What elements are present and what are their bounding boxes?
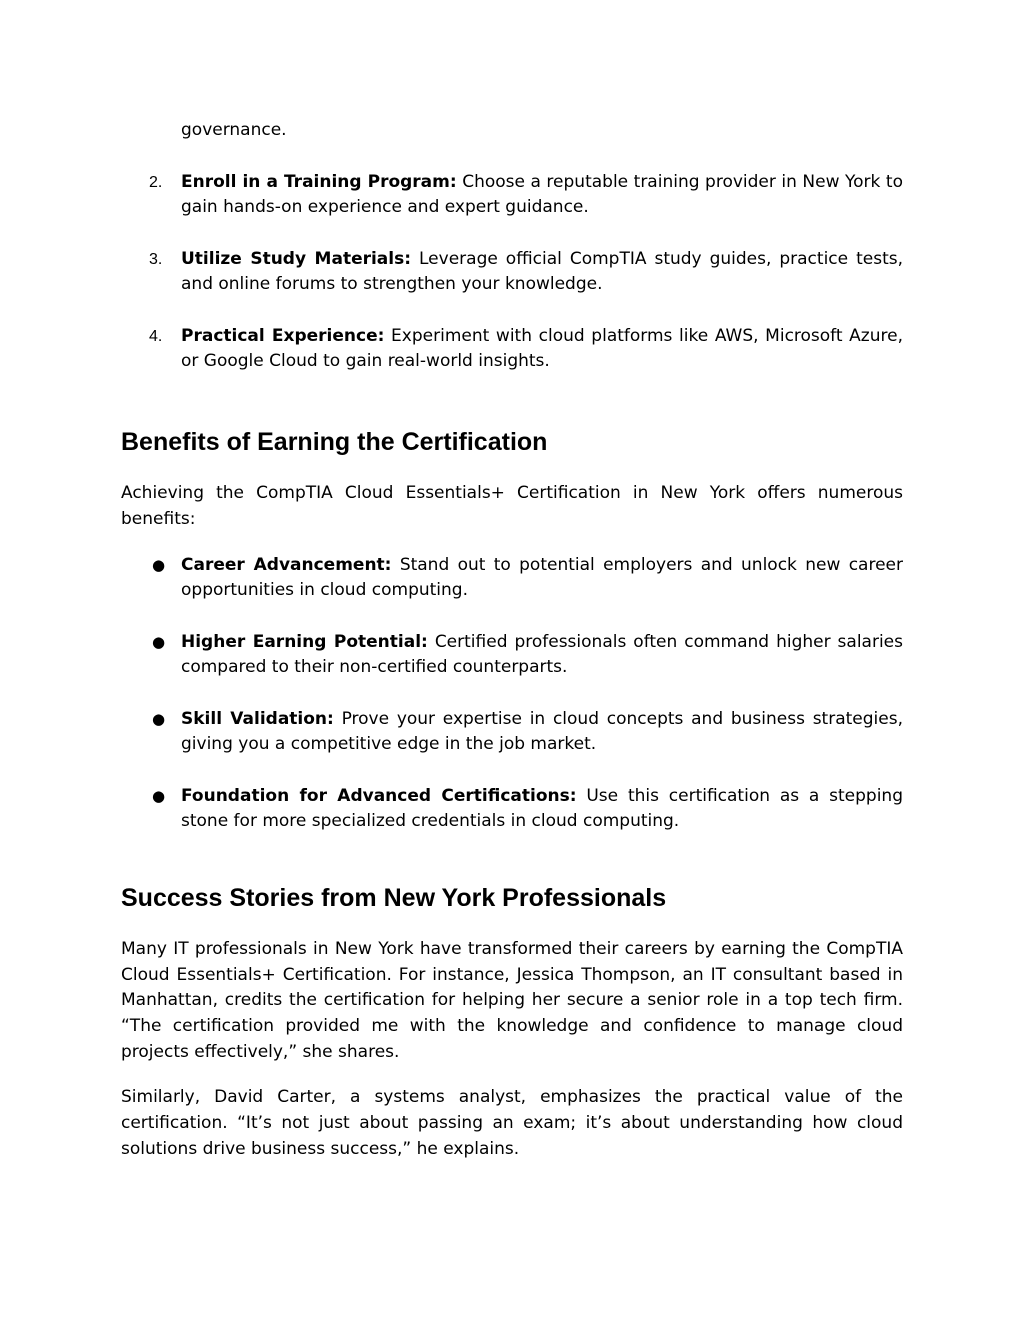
list-item <box>121 707 903 758</box>
list-item <box>121 324 903 375</box>
benefits-intro: Achieving the CompTIA Cloud Essentials+ Certification in New York offers numerous benefits: <box>121 483 903 529</box>
bullet-icon: ● <box>152 632 166 651</box>
list-text: Stand out to potential employers and unlock new career opportunities in cloud computing. <box>181 554 903 601</box>
list-text: Choose a reputable training provider in New York to gain hands-on experience and expert guidance. <box>181 171 903 218</box>
list-term: Utilize Study Materials: <box>181 248 412 269</box>
list-term: Skill Validation: <box>181 708 334 729</box>
steps-list <box>121 118 903 375</box>
benefits-list <box>121 553 903 835</box>
list-item <box>121 784 903 835</box>
bullet-icon: ● <box>152 555 166 574</box>
list-text: Prove your expertise in cloud concepts and business strategies, giving you a competitive edge in the job market. <box>181 708 903 755</box>
list-text: Use this certification as a stepping stone for more specialized credentials in cloud computing. <box>181 785 903 832</box>
list-term: Enroll in a Training Program: <box>181 171 457 192</box>
success-paragraph: Many IT professionals in New York have transformed their careers by earning the CompTIA Cloud Essentials+ Certification. For instance, Jessica Thompson, an IT consultant based in Manhattan, credits the certification for helping her secure a senior role in a top tech firm. “The certification provided me with the knowledge and confidence to manage cloud projects effectively,” she shares. <box>121 938 903 1062</box>
list-term: Higher Earning Potential: <box>181 631 428 652</box>
continued-text: governance. <box>181 120 287 140</box>
document-page <box>121 118 903 1163</box>
list-item <box>121 553 903 604</box>
list-number: 3. <box>149 250 163 268</box>
bullet-icon: ● <box>152 709 166 728</box>
list-number: 4. <box>149 327 163 345</box>
list-item <box>121 630 903 681</box>
section-heading-benefits: Benefits of Earning the Certification <box>121 428 548 457</box>
section-heading-success: Success Stories from New York Professionals <box>121 883 667 912</box>
list-text: Certified professionals often command higher salaries compared to their non-certified counterparts. <box>181 631 903 678</box>
list-item-continued <box>121 118 903 144</box>
list-term: Practical Experience: <box>181 325 385 346</box>
list-item <box>121 170 903 221</box>
list-number: 2. <box>149 173 163 191</box>
success-paragraph: Similarly, David Carter, a systems analyst, emphasizes the practical value of the certification. “It’s not just about passing an exam; it’s about understanding how cloud solutions drive business success,” he explains. <box>121 1087 903 1159</box>
list-text: Leverage official CompTIA study guides, practice tests, and online forums to strengthen your knowledge. <box>181 248 903 295</box>
list-item <box>121 247 903 298</box>
list-term: Career Advancement: <box>181 554 392 575</box>
list-text: Experiment with cloud platforms like AWS, Microsoft Azure, or Google Cloud to gain real-world insights. <box>181 325 903 372</box>
list-term: Foundation for Advanced Certifications: <box>181 785 577 806</box>
bullet-icon: ● <box>152 786 166 805</box>
